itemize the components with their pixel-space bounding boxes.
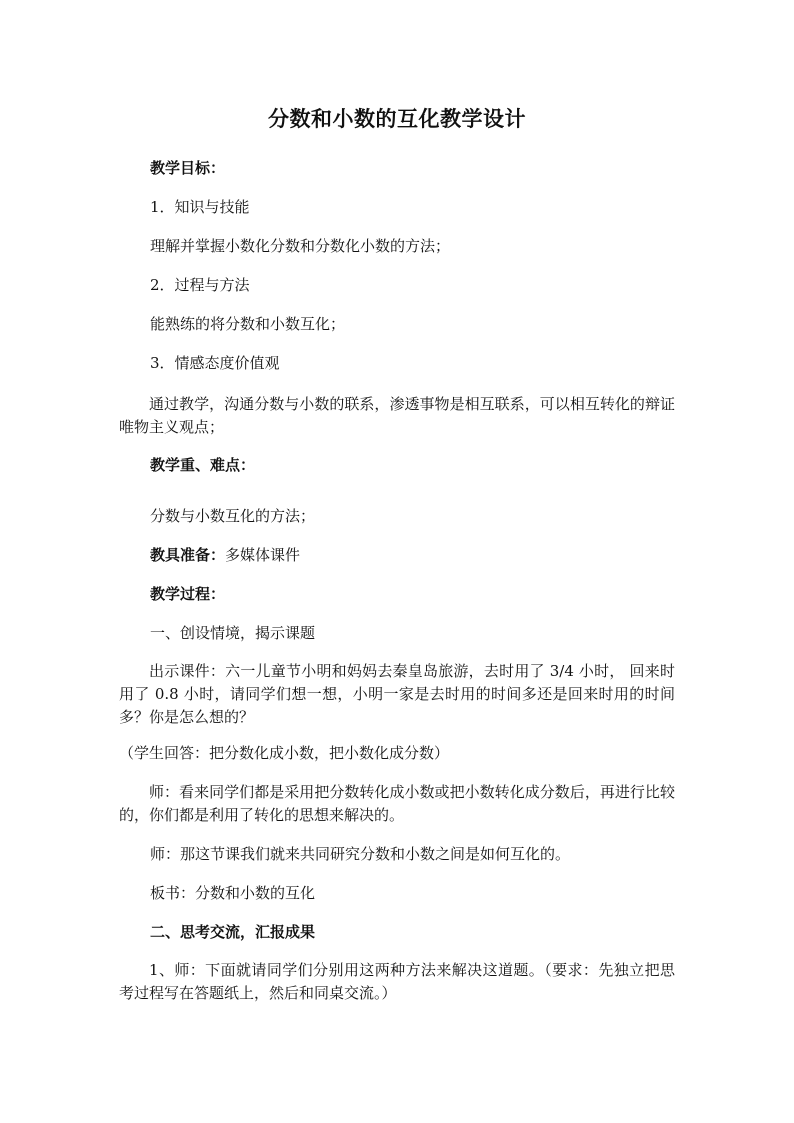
section1-heading: 一、创设情境，揭示课题 [150,624,316,642]
item1-text: 理解并掌握小数化分数和分数化小数的方法； [150,237,451,255]
materials-label: 教具准备： [150,546,226,564]
materials-line [150,544,300,567]
objectives-heading: 教学目标： [150,159,226,177]
section2-heading: 二、思考交流，汇报成果 [150,923,316,941]
item2-heading: 2．过程与方法 [150,276,250,294]
section1-board: 板书：分数和小数的互化 [150,884,316,902]
key-points-text: 分数与小数互化的方法； [150,507,316,525]
key-points-heading: 教学重、难点： [150,456,256,474]
section1-paragraph-1: 出示课件：六一儿童节小明和妈妈去秦皇岛旅游，去时用了 3/4 小时， 回来时用了 0.8 小时，请同学们想一想，小明一家是去时用的时间多还是回来时用的时间多？你是怎么想的？ [119,662,675,726]
materials-text: 多媒体课件 [225,546,301,564]
item2-text: 能熟练的将分数和小数互化； [150,315,346,333]
section2-paragraph-1: 1、师：下面就请同学们分别用这两种方法来解决这道题。（要求：先独立把思考过程写在答题纸上，然后和同桌交流。） [119,961,675,1002]
process-heading: 教学过程： [150,585,226,603]
item1-heading: 1．知识与技能 [150,198,250,216]
item3-text: 通过教学，沟通分数与小数的联系，渗透事物是相互联系，可以相互转化的辩证唯物主义观点； [119,395,675,436]
document-title: 分数和小数的互化教学设计 [268,106,526,131]
section1-answer: （学生回答：把分数化成小数，把小数化成分数） [119,744,450,762]
item3-heading: 3．情感态度价值观 [150,354,280,372]
section1-paragraph-2: 师：看来同学们都是采用把分数转化成小数或把小数转化成分数后，再进行比较的，你们都是利用了转化的思想来解决的。 [119,783,675,824]
section1-paragraph-3: 师：那这节课我们就来共同研究分数和小数之间是如何互化的。 [150,845,571,863]
